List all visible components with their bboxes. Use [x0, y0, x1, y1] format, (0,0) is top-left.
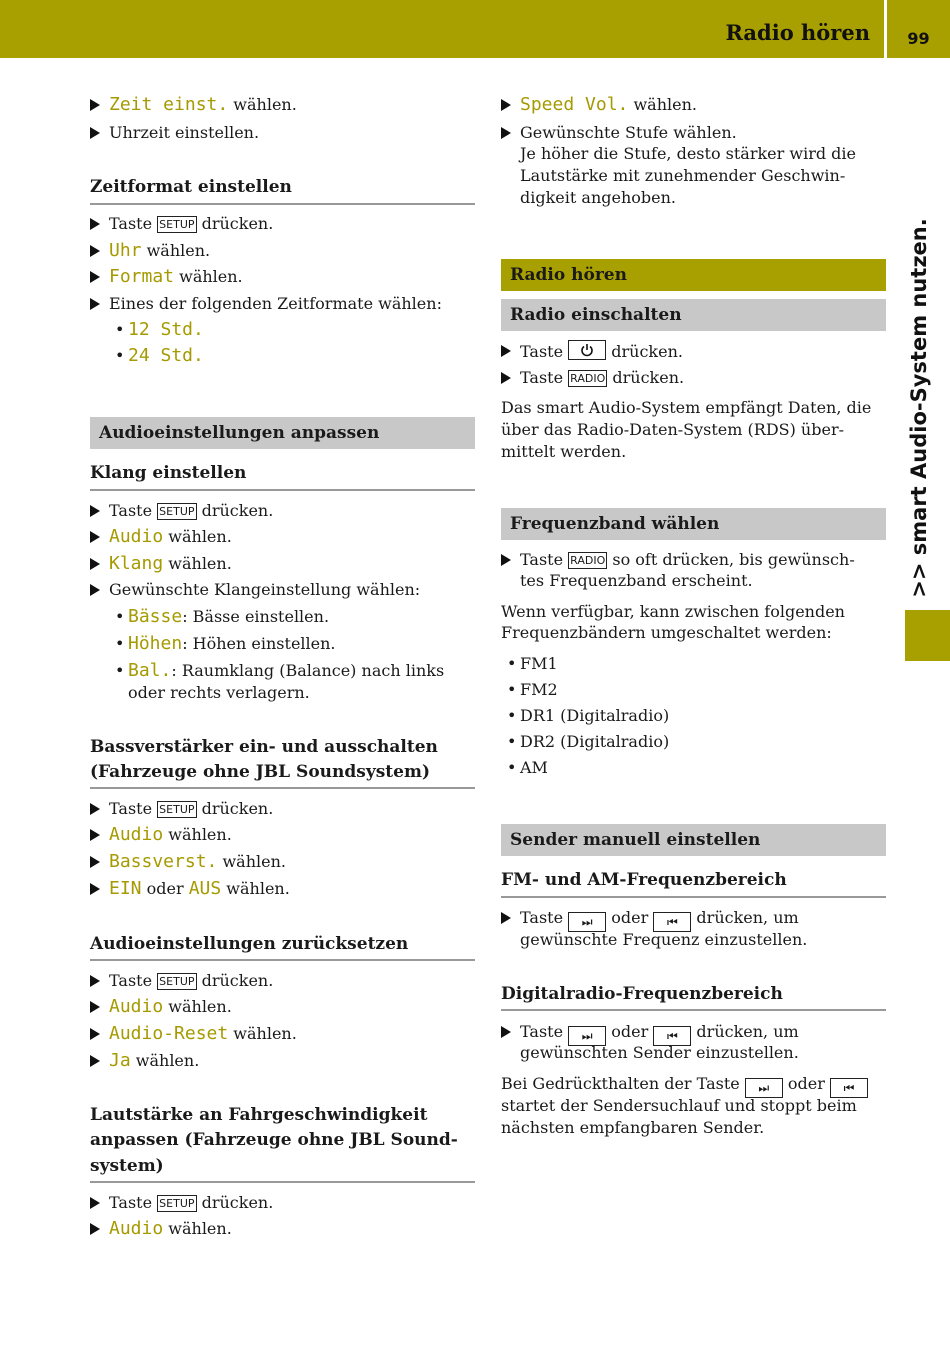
step-text: oder	[606, 908, 654, 927]
display-term: 12 Std.	[128, 319, 204, 340]
list-text: AM	[520, 758, 548, 777]
list-item: • 12 Std.	[115, 319, 204, 340]
list-text: : Bässe einstellen.	[182, 607, 330, 626]
paragraph-fragment: Bei Gedrückthalten der Taste	[501, 1074, 745, 1093]
step	[501, 122, 737, 144]
section-heading: system)	[90, 1156, 164, 1176]
step	[90, 878, 290, 900]
step	[90, 293, 442, 315]
next-track-icon: ⏭	[568, 1026, 606, 1046]
header-bar	[0, 0, 950, 58]
radio-key-icon: RADIO	[570, 554, 606, 567]
step-text: Taste	[109, 501, 158, 520]
setup-key-icon: SETUP	[159, 1197, 195, 1210]
display-term: 24 Std.	[128, 345, 204, 366]
display-term: Speed Vol.	[520, 94, 629, 115]
chapter-tab-label	[904, 210, 934, 605]
step	[90, 122, 259, 144]
previous-track-icon: ⏮	[830, 1078, 868, 1098]
step-arrow-icon	[90, 1197, 100, 1209]
step	[90, 798, 273, 820]
step-arrow-icon	[90, 218, 100, 230]
list-item: • AM	[507, 758, 548, 777]
step-arrow-icon	[90, 829, 100, 841]
step-arrow-icon	[501, 99, 511, 111]
section-heading: FM- und AM-Frequenzbereich	[501, 870, 787, 890]
heading-rule	[90, 489, 475, 491]
display-term: Uhr	[109, 240, 142, 261]
section-bar-title: Audioeinstellungen anpassen	[99, 423, 380, 443]
setup-key-icon: SETUP	[159, 975, 195, 988]
step-arrow-icon	[90, 245, 100, 257]
step-text: oder	[606, 1022, 654, 1041]
step-text: so oft drücken, bis gewünsch-	[607, 550, 855, 569]
step-text: gewünschten Sender einzustellen.	[520, 1043, 799, 1062]
step-text: Taste	[520, 1022, 569, 1041]
heading-rule	[501, 896, 886, 898]
section-heading: Klang einstellen	[90, 463, 247, 483]
step-text: drücken.	[607, 368, 685, 387]
display-term: Bässe	[128, 606, 183, 627]
step-text: wählen.	[130, 1051, 200, 1070]
list-item: • Bal.: Raumklang (Balance) nach links	[115, 660, 445, 681]
step	[90, 851, 286, 873]
heading-rule	[501, 1009, 886, 1011]
step-text: Taste	[520, 368, 569, 387]
step	[90, 1192, 273, 1214]
paragraph-fragment: oder	[782, 1074, 830, 1093]
list-text: FM2	[520, 680, 558, 699]
step-text: wählen.	[228, 1024, 297, 1043]
list-text: DR2 (Digitalradio)	[520, 732, 670, 751]
step-text: wählen.	[217, 852, 286, 871]
chapter-tab-marker	[905, 610, 950, 661]
power-button-icon	[568, 340, 606, 360]
step-text: Taste	[520, 550, 569, 569]
list-item: • DR1 (Digitalradio)	[507, 706, 670, 725]
page-title: Radio hören	[725, 20, 870, 45]
step-text: wählen.	[163, 825, 232, 844]
display-term: Audio	[109, 996, 164, 1017]
step-text: drücken.	[606, 342, 683, 361]
step-arrow-icon	[90, 505, 100, 517]
step-text: Gewünschte Stufe wählen.	[520, 123, 737, 142]
step-text: wählen.	[221, 879, 290, 898]
step-text: Taste	[520, 342, 569, 361]
section-heading: Zeitformat einstellen	[90, 177, 292, 197]
display-term: Ja	[109, 1050, 131, 1071]
step	[501, 340, 683, 363]
step	[501, 367, 684, 389]
heading-rule	[90, 1181, 475, 1183]
step-text: wählen.	[163, 997, 232, 1016]
section-heading: anpassen (Fahrzeuge ohne JBL Sound-	[90, 1130, 458, 1150]
section-bar	[501, 299, 886, 331]
display-term: Audio-Reset	[109, 1023, 229, 1044]
display-term: Höhen	[128, 633, 183, 654]
display-term: Audio	[109, 824, 164, 845]
step	[501, 549, 855, 571]
section-bar-title: Radio einschalten	[510, 305, 682, 325]
display-term: AUS	[188, 878, 222, 899]
step-text: Je höher die Stufe, desto stärker wird die	[520, 144, 856, 163]
paragraph-text: mittelt werden.	[501, 442, 627, 461]
list-item: • Bässe: Bässe einstellen.	[115, 606, 330, 627]
step	[90, 266, 243, 288]
list-item: • 24 Std.	[115, 345, 204, 366]
step-text: wählen.	[228, 95, 297, 114]
section-bar	[501, 508, 886, 540]
step-text: wählen.	[163, 1219, 232, 1238]
step-arrow-icon	[90, 531, 100, 543]
step-arrow-icon	[90, 584, 100, 596]
paragraph-text: Das smart Audio-System empfängt Daten, die	[501, 398, 872, 417]
step	[90, 1023, 297, 1045]
step	[90, 94, 297, 116]
list-item: • FM2	[507, 680, 558, 699]
step-text: wählen.	[163, 554, 232, 573]
step-arrow-icon	[90, 1223, 100, 1235]
display-term: Format	[109, 266, 175, 287]
step-arrow-icon	[501, 912, 511, 924]
section-heading: Bassverstärker ein- und ausschalten	[90, 737, 438, 757]
step-arrow-icon	[90, 99, 100, 111]
step-arrow-icon	[501, 372, 511, 384]
step-text: Taste	[520, 908, 569, 927]
list-text: oder rechts verlagern.	[128, 683, 310, 702]
heading-rule	[90, 203, 475, 205]
step-text: Lautstärke mit zunehmender Geschwin-	[520, 166, 846, 185]
heading-rule	[90, 787, 475, 789]
step-text: drücken, um	[691, 908, 799, 927]
paragraph-text: startet der Sendersuchlauf und stoppt beim	[501, 1096, 857, 1115]
paragraph-text: Wenn verfügbar, kann zwischen folgenden	[501, 602, 845, 621]
step-text: drücken.	[196, 214, 274, 233]
step-arrow-icon	[501, 1026, 511, 1038]
paragraph-text: nächsten empfangbaren Sender.	[501, 1118, 765, 1137]
step-text: drücken.	[196, 971, 274, 990]
step-text: wählen.	[174, 267, 243, 286]
section-heading: Audioeinstellungen zurücksetzen	[90, 934, 409, 954]
list-text: DR1 (Digitalradio)	[520, 706, 670, 725]
step	[90, 970, 273, 992]
step	[90, 500, 273, 522]
list-item: • Höhen: Höhen einstellen.	[115, 633, 336, 654]
step	[90, 553, 232, 575]
heading-rule	[90, 959, 475, 961]
step-arrow-icon	[501, 345, 511, 357]
step-text: oder	[141, 879, 189, 898]
setup-key-icon: SETUP	[159, 218, 195, 231]
display-term: Audio	[109, 1218, 164, 1239]
step-arrow-icon	[90, 975, 100, 987]
list-text: : Höhen einstellen.	[182, 634, 336, 653]
step-text: Taste	[109, 214, 158, 233]
step-text: Taste	[109, 971, 158, 990]
radio-key-icon: RADIO	[570, 372, 606, 385]
step-arrow-icon	[501, 554, 511, 566]
list-item: • FM1	[507, 654, 558, 673]
step-text: Uhrzeit einstellen.	[109, 123, 260, 142]
section-heading: Lautstärke an Fahrgeschwindigkeit	[90, 1105, 428, 1125]
step-text: drücken.	[196, 501, 274, 520]
display-term: Bal.	[128, 660, 172, 681]
paragraph-text: über das Radio-Daten-System (RDS) über-	[501, 420, 844, 439]
step	[90, 579, 420, 601]
next-track-icon: ⏭	[568, 912, 606, 932]
section-bar-title: Sender manuell einstellen	[510, 830, 761, 850]
step	[90, 824, 232, 846]
step-text: Taste	[109, 799, 158, 818]
display-term: Bassverst.	[109, 851, 218, 872]
step-text: Eines der folgenden Zeitformate wählen:	[109, 294, 442, 313]
step-arrow-icon	[90, 558, 100, 570]
section-bar-title: Radio hören	[510, 265, 627, 285]
display-term: Zeit einst.	[109, 94, 229, 115]
step-text: drücken, um	[691, 1022, 799, 1041]
step	[90, 996, 232, 1018]
step	[90, 1218, 232, 1240]
section-bar-main	[501, 259, 886, 291]
section-heading: Digitalradio-Frequenzbereich	[501, 984, 783, 1004]
step-text: wählen.	[163, 527, 232, 546]
step-text: gewünschte Frequenz einzustellen.	[520, 930, 808, 949]
step-arrow-icon	[90, 856, 100, 868]
step	[90, 1050, 199, 1072]
step	[90, 526, 232, 548]
step	[501, 94, 697, 116]
setup-key-icon: SETUP	[159, 803, 195, 816]
step-arrow-icon	[90, 127, 100, 139]
step-text: Gewünschte Klangeinstellung wählen:	[109, 580, 421, 599]
paragraph-text: Frequenzbändern umgeschaltet werden:	[501, 623, 832, 642]
display-term: Klang	[109, 553, 164, 574]
step-text: drücken.	[196, 1193, 274, 1212]
step	[90, 240, 210, 262]
display-term: EIN	[109, 878, 142, 899]
chapter-label-text: >> smart Audio-System nutzen.	[907, 217, 931, 598]
previous-track-icon: ⏮	[653, 912, 691, 932]
section-bar-title: Frequenzband wählen	[510, 514, 720, 534]
setup-key-icon: SETUP	[159, 505, 195, 518]
step-arrow-icon	[90, 803, 100, 815]
list-text: FM1	[520, 654, 558, 673]
next-track-icon: ⏭	[745, 1078, 783, 1098]
previous-track-icon: ⏮	[653, 1026, 691, 1046]
step-text: wählen.	[141, 241, 211, 260]
step-arrow-icon	[90, 271, 100, 283]
step-arrow-icon	[90, 883, 100, 895]
step-arrow-icon	[501, 127, 511, 139]
step-arrow-icon	[90, 1055, 100, 1067]
page-number: 99	[907, 29, 930, 48]
step-text: digkeit angehoben.	[520, 188, 676, 207]
step-arrow-icon	[90, 298, 100, 310]
step-text: wählen.	[628, 95, 697, 114]
step-arrow-icon	[90, 1028, 100, 1040]
list-text: : Raumklang (Balance) nach links	[171, 661, 445, 680]
section-heading: (Fahrzeuge ohne JBL Soundsystem)	[90, 762, 430, 782]
step-text: drücken.	[196, 799, 274, 818]
display-term: Audio	[109, 526, 164, 547]
step-arrow-icon	[90, 1001, 100, 1013]
list-item: • DR2 (Digitalradio)	[507, 732, 670, 751]
section-bar	[501, 824, 886, 856]
step	[90, 213, 273, 235]
section-bar	[90, 417, 475, 449]
step-text: tes Frequenzband erscheint.	[520, 571, 753, 590]
step-text: Taste	[109, 1193, 158, 1212]
